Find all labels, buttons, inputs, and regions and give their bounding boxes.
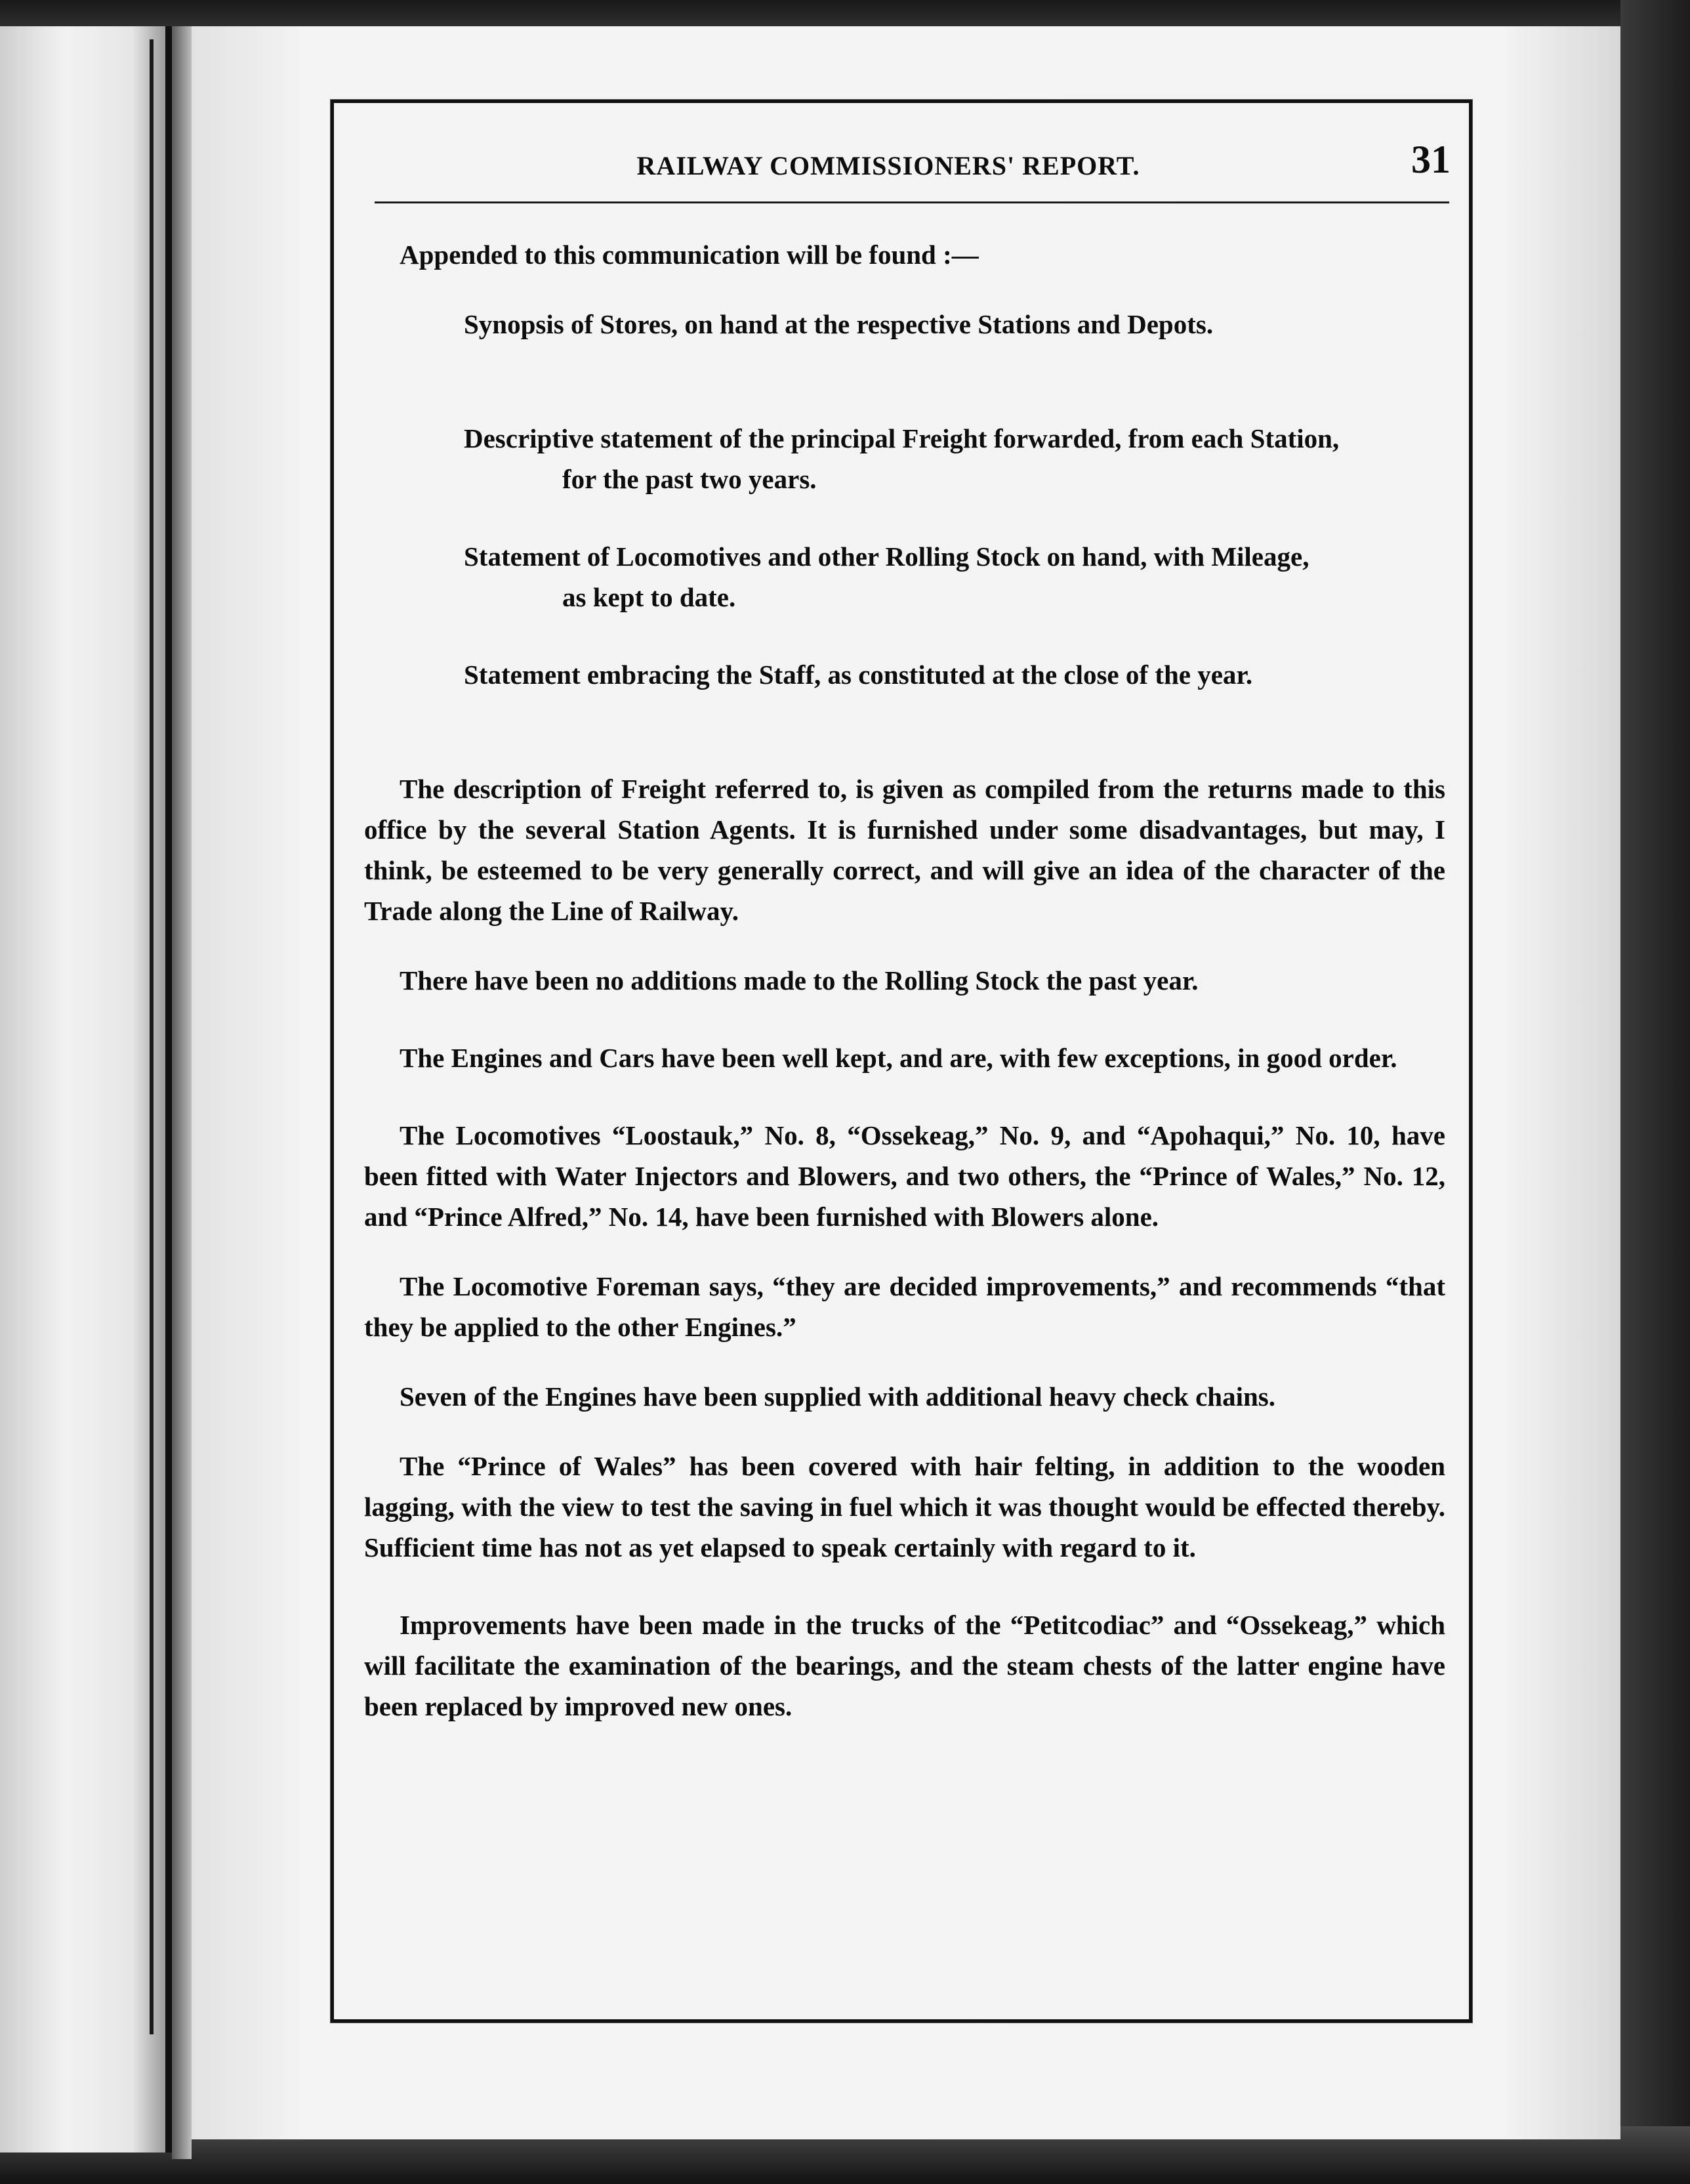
paragraph-hair-felting: The “Prince of Wales” has been covered with hair felting, in addition to the wooden lagging, with the view to test the saving in fuel which it was thought would be effected thereby. Sufficient time has not as yet elapsed to speak certainly with regard to it. [364,1451,1445,1563]
paragraph-freight-description: The description of Freight referred to, is given as compiled from the returns made to this office by the several Station Agents. It is furnished under some disadvantages, but may, I think, be esteemed to be very generally correct, and will give an idea of the character of the Trade along the Line of Railway. [364,774,1445,926]
intro-line: Appended to this communication will be found :— [400,240,979,270]
body-text [364,234,1445,1727]
list-item-text: Synopsis of Stores, on hand at the respective Stations and Depots. [464,309,1214,339]
paragraph-engines-cars: The Engines and Cars have been well kept, and are, with few exceptions, in good order. [400,1043,1397,1073]
page-number: 31 [1411,138,1451,181]
list-item-text: Statement of Locomotives and other Rolling Stock on hand, with Mileage, [464,541,1309,572]
list-item-text: Descriptive statement of the principal Freight forwarded, from each Station, [464,423,1340,453]
list-item-stores [364,304,1445,345]
running-title: RAILWAY COMMISSIONERS' REPORT. [636,151,1140,180]
scan-background-right [1620,0,1690,2184]
paragraph-rolling-stock: There have been no additions made to the Rolling Stock the past year. [400,965,1199,996]
paragraph-trucks-improvements: Improvements have been made in the trucks of the “Petitcodiac” and “Ossekeag,” which will facilitate the examination of the bearings, and the steam chests of the latter engine have been replaced by improved new ones. [364,1610,1445,1721]
book-gutter [172,26,192,2159]
list-item-freight [364,418,1445,499]
page-frame [331,100,1472,2023]
paragraph-locomotives-fitted: The Locomotives “Loostauk,” No. 8, “Ossekeag,” No. 9, and “Apohaqui,” No. 10, have been fitted with Water Injectors and Blowers, and two others, the “Prince of Wales,” No. 12, and “Prince Alfred,” No. 14, have been furnished with Blowers alone. [364,1120,1445,1232]
list-item-staff [364,654,1445,695]
paragraph-check-chains: Seven of the Engines have been supplied with additional heavy check chains. [400,1381,1275,1412]
facing-page-border-rule [150,39,154,2034]
list-item-continuation: for the past two years. [562,464,817,494]
paragraph-foreman: The Locomotive Foreman says, “they are decided improvements,” and recommends “that they be applied to the other Engines.” [364,1271,1445,1342]
list-item-text: Statement embracing the Staff, as constituted at the close of the year. [464,660,1253,690]
header-rule [375,201,1449,203]
document-page [192,26,1620,2139]
list-item-continuation: as kept to date. [562,582,736,612]
running-header [334,132,1469,184]
list-item-locomotives [364,536,1445,618]
facing-page-edge [0,26,172,2152]
